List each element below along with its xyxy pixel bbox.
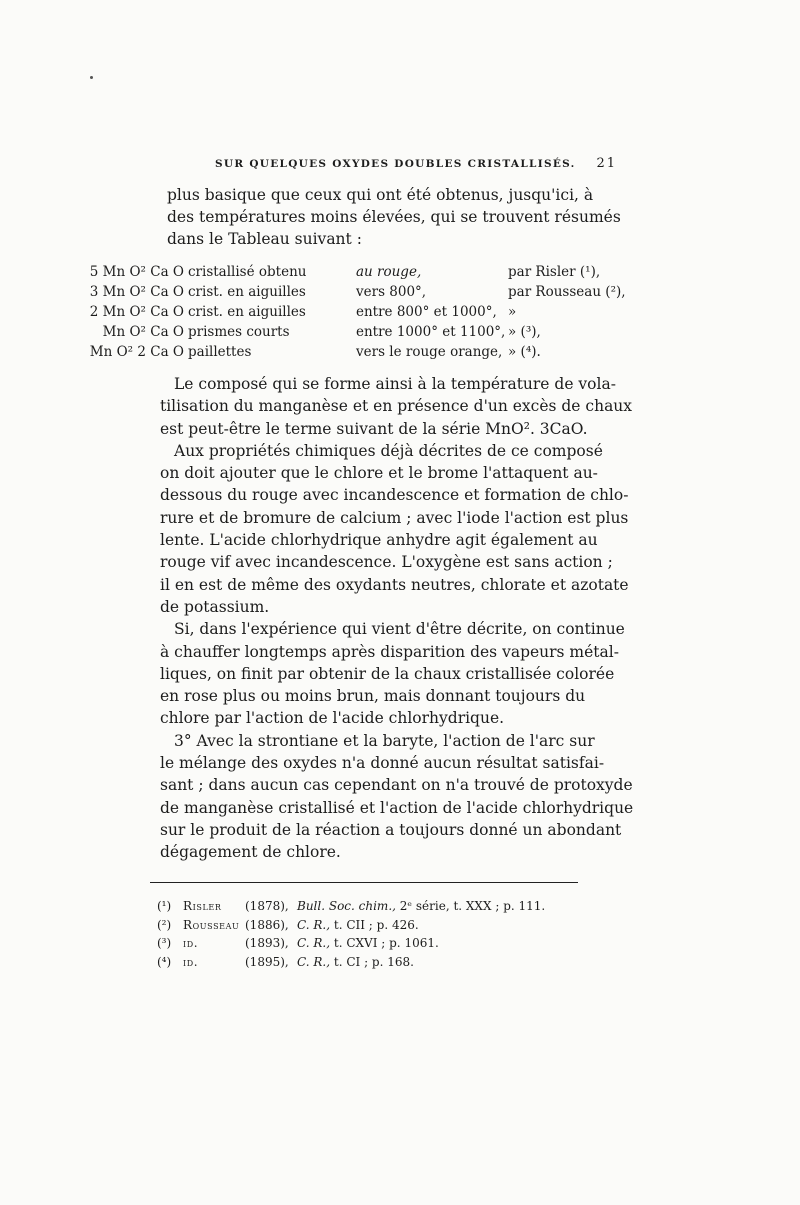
text-line: plus basique que ceux qui ont été obtenus, jusqu'ici, à	[167, 186, 594, 204]
compound-description: crist. en aiguilles	[188, 284, 306, 300]
text-line: de manganèse cristallisé et l'action de l'acide chlorhydrique	[160, 798, 634, 817]
body-paragraphs	[160, 373, 634, 864]
text-line: lente. L'acide chlorhydrique anhydre agit également au	[160, 531, 598, 550]
compound-description: cristallisé obtenu	[188, 264, 307, 280]
compound-formula: 2 Mn O² Ca O	[89, 304, 184, 320]
compound-row	[89, 282, 648, 302]
compound-description: paillettes	[188, 344, 252, 360]
compound-row	[89, 342, 648, 362]
footnote	[157, 897, 597, 916]
intro-paragraph	[167, 184, 621, 250]
compound-formula: 5 Mn O² Ca O	[89, 264, 184, 280]
text-line: est peut-être le terme suivant de la série MnO². 3CaO.	[160, 419, 588, 438]
text-line: en rose plus ou moins brun, mais donnant toujours du	[160, 687, 586, 706]
text-line: Si, dans l'expérience qui vient d'être décrite, on continue	[174, 620, 625, 639]
footnote-year: (1893),	[245, 936, 289, 950]
compound-formula: Mn O² Ca O	[102, 324, 184, 340]
compound-formula: 3 Mn O² Ca O	[89, 284, 184, 300]
text-line: le mélange des oxydes n'a donné aucun résultat satisfai-	[160, 754, 605, 773]
footnote-journal: C. R.,	[297, 954, 331, 969]
footnote-mark: (¹)	[157, 899, 172, 913]
text-line: dans le Tableau suivant :	[167, 230, 362, 248]
compound-reference: par Risler (¹),	[508, 264, 601, 280]
text-line: on doit ajouter que le chlore et le brome l'attaquent au-	[160, 464, 598, 483]
compound-temperature: vers 800°,	[356, 284, 427, 300]
text-line: sur le produit de la réaction a toujours donné un abondant	[160, 820, 622, 839]
page-header	[215, 158, 617, 178]
footnote-mark: (³)	[157, 936, 172, 950]
compound-row	[102, 322, 648, 342]
footnote-year: (1886),	[245, 917, 289, 932]
compound-reference: » (⁴).	[508, 344, 541, 360]
scan-speck	[90, 76, 93, 79]
compound-reference: » (³),	[508, 324, 541, 340]
footnote	[157, 953, 597, 972]
text-line: de potassium.	[160, 597, 270, 616]
footnote-year: (1895),	[245, 954, 289, 969]
footnote-author: Rousseau	[183, 917, 240, 932]
footnote-rule	[150, 882, 578, 883]
text-line: tilisation du manganèse et en présence d'un excès de chaux	[160, 397, 633, 416]
footnote-author: id.	[183, 954, 199, 969]
footnote-mark: (²)	[157, 917, 172, 932]
compound-temperature: entre 1000° et 1100°,	[356, 324, 506, 340]
footnote-citation	[297, 953, 414, 972]
compound-temperature: au rouge,	[356, 264, 422, 280]
text-line: Le composé qui se forme ainsi à la température de vola-	[174, 375, 616, 393]
footnote	[157, 934, 597, 953]
text-line: sant ; dans aucun cas cependant on n'a trouvé de protoxyde	[160, 776, 633, 795]
footnote	[157, 916, 597, 935]
footnotes	[157, 897, 597, 971]
footnote-citation	[297, 897, 545, 916]
compound-row	[89, 262, 648, 282]
footnote-journal: C. R.,	[297, 917, 331, 932]
text-line: des températures moins élevées, qui se trouvent résumés	[167, 208, 621, 226]
compound-reference: »	[508, 304, 517, 320]
footnote-volume: t. CII ; p. 426.	[333, 917, 419, 932]
text-line: dégagement de chlore.	[160, 843, 341, 862]
text-line: Aux propriétés chimiques déjà décrites de ce composé	[174, 441, 603, 460]
text-line: à chauffer longtemps après disparition des vapeurs métal-	[160, 642, 619, 661]
footnote-author: id.	[183, 936, 199, 950]
compound-formula: Mn O² 2 Ca O	[89, 344, 184, 360]
compound-row	[89, 302, 648, 322]
footnote-author: Risler	[183, 899, 222, 913]
footnote-volume: 2ᵉ série, t. XXX ; p. 111.	[399, 899, 546, 913]
text-line: il en est de même des oxydants neutres, chlorate et azotate	[160, 575, 629, 594]
text-line: 3° Avec la strontiane et la baryte, l'action de l'arc sur	[174, 731, 595, 750]
compound-description: prismes courts	[188, 324, 290, 340]
compound-temperature: entre 800° et 1000°,	[356, 304, 497, 320]
footnote-volume: t. CXVI ; p. 1061.	[333, 936, 439, 950]
footnote-mark: (⁴)	[157, 954, 172, 969]
compound-table	[89, 262, 648, 362]
footnote-journal: C. R.,	[297, 936, 331, 950]
text-line: rouge vif avec incandescence. L'oxygène est sans action ;	[160, 553, 613, 572]
footnote-citation	[297, 934, 439, 953]
footnote-year: (1878),	[245, 899, 289, 913]
text-line: chlore par l'action de l'acide chlorhydrique.	[160, 709, 505, 728]
text-line: dessous du rouge avec incandescence et formation de chlo-	[160, 486, 629, 505]
compound-reference: par Rousseau (²),	[508, 284, 626, 300]
text-line: rure et de bromure de calcium ; avec l'iode l'action est plus	[160, 508, 629, 527]
page-number: 21	[596, 156, 617, 171]
compound-description: crist. en aiguilles	[188, 304, 306, 320]
running-head: SUR QUELQUES OXYDES DOUBLES CRISTALLISÉS.	[215, 158, 576, 170]
footnote-citation	[297, 916, 419, 935]
compound-temperature: vers le rouge orange,	[356, 344, 503, 360]
footnote-volume: t. CI ; p. 168.	[333, 954, 414, 969]
footnote-journal: Bull. Soc. chim.,	[297, 899, 396, 913]
text-line: liques, on finit par obtenir de la chaux cristallisée colorée	[160, 664, 615, 683]
